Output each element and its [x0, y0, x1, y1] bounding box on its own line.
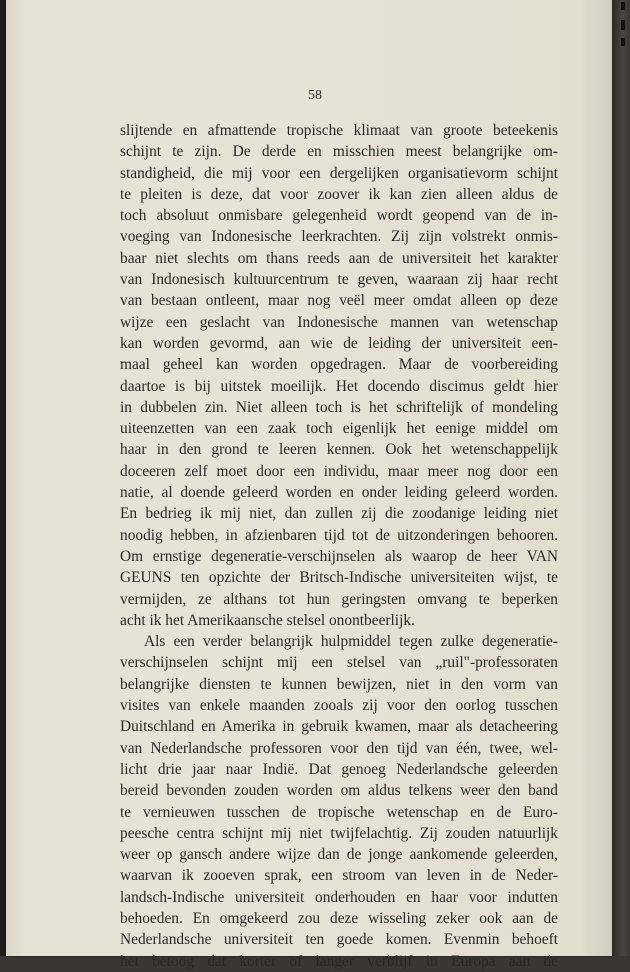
text-line: baar niet slechts om thans reeds aan de universiteit het karakter — [120, 249, 558, 267]
text-line: Als een verder belangrijk hulpmiddel tegen zulke degeneratie- — [144, 633, 558, 651]
text-line: van Indonesisch kultuurcentrum te geven, waaraan zij haar recht — [120, 271, 558, 289]
text-line: verschijnselen schijnt mij een stelsel van „ruil"-professoraten — [120, 654, 558, 672]
text-line: licht drie jaar naar Indië. Dat genoeg Nederlandsche geleerden — [120, 760, 558, 778]
text-line: Duitschland en Amerika in gebruik kwamen, maar als detacheering — [120, 718, 558, 736]
text-line: slijtende en afmattende tropische klimaat van groote beteekenis — [120, 122, 558, 139]
text-line: van Nederlandsche professoren voor den tijd van één, twee, wel- — [120, 739, 558, 757]
text-line: te vernieuwen tusschen de tropische wetenschap en de Euro- — [120, 803, 558, 821]
text-line: Om ernstige degeneratie-verschijnselen als waarop de heer VAN — [120, 547, 558, 565]
text-line: voeging van Indonesische leerkrachten. Zij zijn volstrekt onmis- — [120, 228, 558, 246]
page-number: 58 — [308, 88, 322, 103]
page-text — [120, 120, 558, 972]
text-line: noodig hebben, in afzienbaren tijd tot de uitzonderingen behooren. — [120, 526, 558, 544]
text-line: GEUNS ten opzichte der Britsch-Indische universiteiten wijst, te — [120, 569, 558, 587]
text-line: vermijden, ze althans tot hun geringsten omvang te beperken — [120, 590, 558, 608]
page-edge — [612, 0, 630, 956]
text-line: visites van enkele maanden zooals zij voor den oorlog tusschen — [120, 697, 558, 715]
text-line: En bedrieg ik mij niet, dan zullen zij die zoodanige leiding niet — [120, 505, 558, 523]
text-line: weer op gansch andere wijze dan de jonge aankomende geleerden, — [120, 846, 558, 864]
text-line: doceeren zelf moet door een individu, maar meer nog door een — [120, 462, 558, 480]
text-line: in dubbelen zin. Niet alleen toch is het schriftelijk of mondeling — [120, 398, 558, 416]
text-line: daartoe is bij uitstek moeilijk. Het docendo discimus geldt hier — [120, 377, 558, 395]
text-line: Nederlandsche universiteit ten goede komen. Evenmin behoeft — [120, 931, 558, 949]
text-line: kan worden gevormd, aan wie de leiding der universiteit een- — [120, 334, 558, 352]
text-line: standigheid, die mij voor een dergelijken organisatievorm schijnt — [120, 164, 558, 182]
text-line: te pleiten is deze, dat voor zoover ik kan zien alleen aldus de — [120, 185, 558, 203]
text-line: schijnt te zijn. De derde en misschien meest belangrijke om- — [120, 143, 558, 161]
text-line: het betoog dat korter of langer verblijf in Europa aan de — [120, 952, 558, 970]
text-line: acht ik het Amerikaansche stelsel onontbeerlijk. — [120, 611, 415, 629]
text-line: natie, al doende geleerd worden en onder leiding geleerd worden. — [120, 484, 558, 502]
edge-mark — [621, 2, 625, 10]
edge-mark — [621, 38, 625, 46]
edge-mark — [621, 20, 625, 30]
text-line: bereid bevonden zouden worden om aldus telkens weer den band — [120, 782, 558, 800]
text-line: waarvan ik zooeven sprak, een stroom van leven in de Neder- — [120, 867, 558, 885]
text-line: behoeden. En omgekeerd zou deze wisseling zeker ook aan de — [120, 909, 558, 927]
text-line: maal geheel kan worden opgedragen. Maar de voorbereiding — [120, 356, 558, 374]
text-line: landsch-Indische universiteit onderhouden en haar voor indutten — [120, 888, 558, 906]
text-line: van bestaan ontleent, maar nog veël meer omdat alleen op deze — [120, 292, 558, 310]
text-line: wijze een geslacht van Indonesische mannen van wetenschap — [120, 313, 558, 331]
text-line: peesche centra schijnt mij niet twijfelachtig. Zij zouden natuurlijk — [120, 824, 558, 842]
text-line: uiteenzetten van een zaak toch eigenlijk het eenige middel om — [120, 420, 558, 438]
text-line: toch absoluut onmisbare gelegenheid wordt geopend van de in- — [120, 207, 558, 225]
text-line: haar in den grond te leeren kennen. Ook het wetenschappelijk — [120, 441, 558, 459]
text-line: belangrijke diensten te kunnen bewijzen, niet in den vorm van — [120, 675, 558, 693]
